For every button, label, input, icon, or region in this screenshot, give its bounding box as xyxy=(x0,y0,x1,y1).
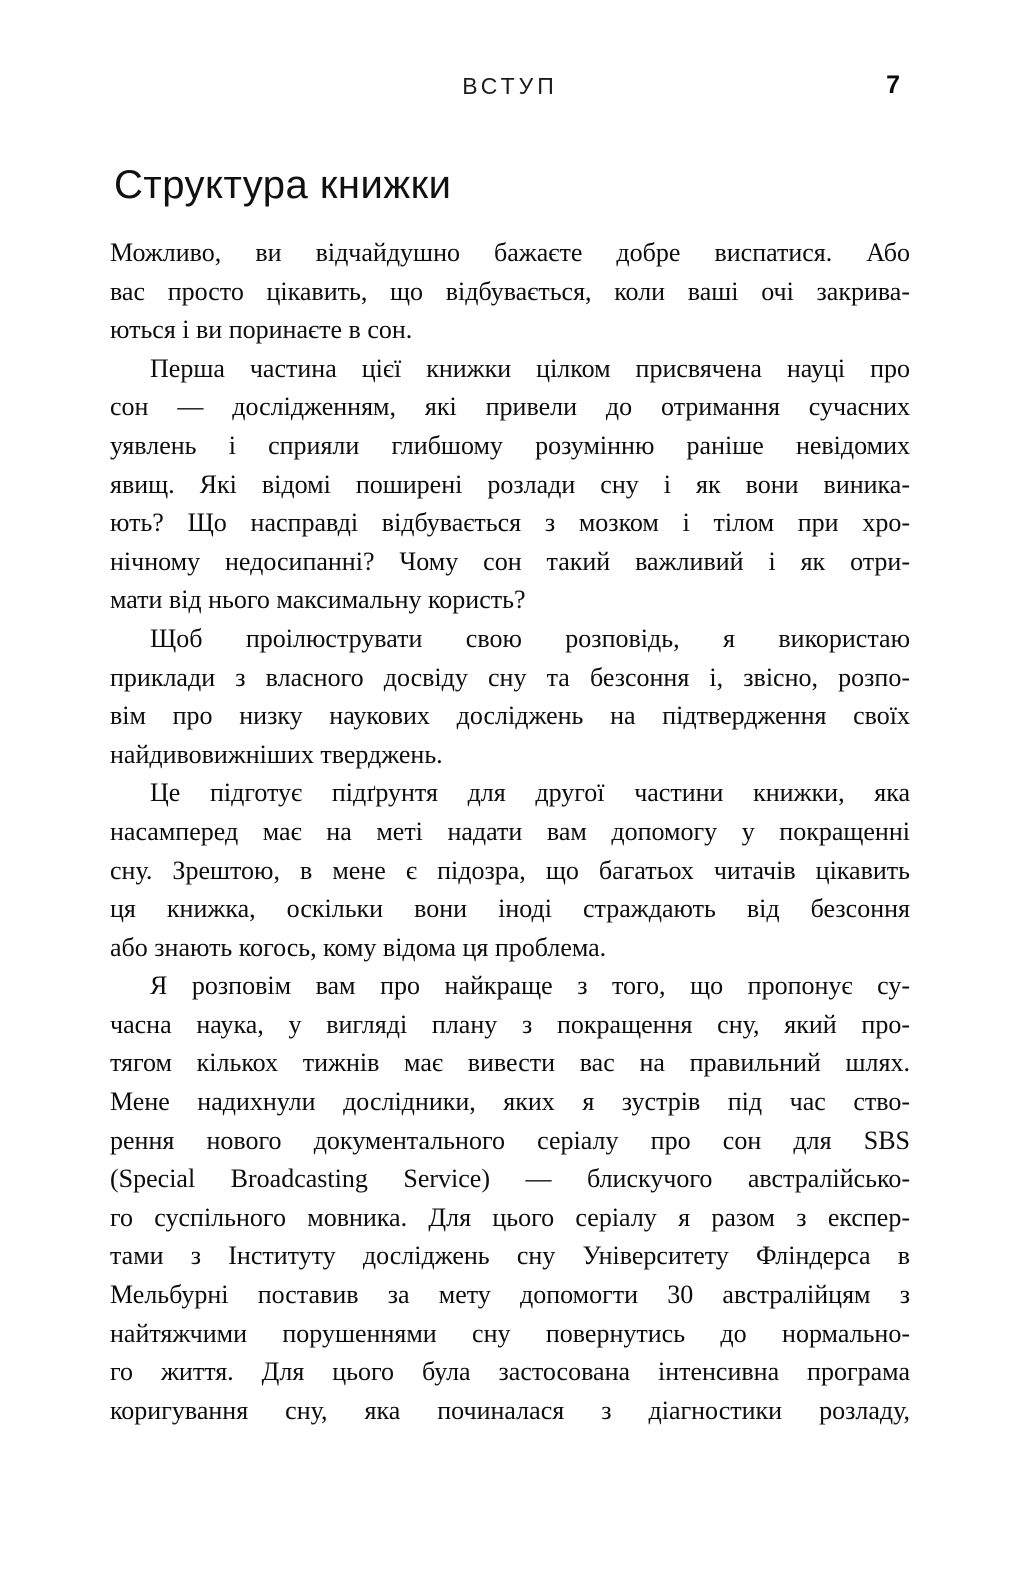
text-line: Перша частина цієї книжки цілком присвячена науці про xyxy=(150,353,910,383)
text-line: ця книжка, оскільки вони іноді страждають від безсоння xyxy=(110,894,910,924)
text-line: сон — дослідженням, які привели до отримання сучасних xyxy=(110,392,910,422)
text-line: го життя. Для цього була застосована інтенсивна програма xyxy=(110,1357,910,1387)
text-line: (Special Broadcasting Service) — блискучого австралійсько- xyxy=(110,1164,910,1194)
text-line: ють? Що насправді відбувається з мозком і тілом при хро- xyxy=(110,508,910,538)
body-text-column xyxy=(110,234,910,1430)
text-line: го суспільного мовника. Для цього серіалу я разом з експер- xyxy=(110,1202,910,1232)
text-line: тягом кількох тижнів має вивести вас на правильний шлях. xyxy=(110,1048,910,1078)
text-line: сну. Зрештою, в мене є підозра, що багатьох читачів цікавить xyxy=(110,855,910,885)
paragraph xyxy=(110,234,910,350)
text-line: коригування сну, яка починалася з діагностики розладу, xyxy=(110,1395,910,1425)
text-line: Мельбурні поставив за мету допомогти 30 австралійцям з xyxy=(110,1280,910,1310)
section-heading: Структура книжки xyxy=(114,163,452,207)
text-line: вім про низку наукових досліджень на підтвердження своїх xyxy=(110,701,910,731)
text-line: часна наука, у вигляді плану з покращення сну, який про- xyxy=(110,1009,910,1039)
running-title: ВСТУП xyxy=(462,73,558,99)
text-line: Щоб проілюструвати свою розповідь, я використаю xyxy=(150,623,910,653)
text-line: Мене надихнули дослідники, яких я зустрів під час ство- xyxy=(110,1087,910,1117)
text-line: рення нового документального серіалу про сон для SBS xyxy=(110,1125,910,1155)
page-number: 7 xyxy=(886,71,900,99)
paragraph xyxy=(110,620,910,774)
text-line: Можливо, ви відчайдушно бажаєте добре виспатися. Або xyxy=(110,238,910,267)
paragraph xyxy=(110,350,910,620)
text-line: найтяжчими порушеннями сну повернутись до нормально- xyxy=(110,1318,910,1348)
text-line: Я розповім вам про найкраще з того, що пропонує су- xyxy=(150,971,910,1001)
text-line: найдивовижніших тверджень. xyxy=(110,739,443,769)
text-line: Це підготує підґрунтя для другої частини книжки, яка xyxy=(150,778,910,808)
text-line: уявлень і сприяли глибшому розумінню раніше невідомих xyxy=(110,430,910,460)
text-line: тами з Інституту досліджень сну Університету Фліндерса в xyxy=(110,1241,910,1271)
text-line: явищ. Які відомі поширені розлади сну і як вони виника- xyxy=(110,469,910,499)
text-line: ються і ви поринаєте в сон. xyxy=(110,315,413,345)
text-line: насамперед має на меті надати вам допомогу у покращенні xyxy=(110,816,910,846)
paragraph xyxy=(110,774,910,967)
text-line: вас просто цікавить, що відбувається, коли ваші очі закрива- xyxy=(110,276,910,306)
text-line: мати від нього максимальну користь? xyxy=(110,585,526,615)
text-line: або знають когось, кому відома ця проблема. xyxy=(110,932,607,962)
text-line: приклади з власного досвіду сну та безсоння і, звісно, розпо- xyxy=(110,662,910,692)
paragraph xyxy=(110,967,910,1430)
text-line: нічному недосипанні? Чому сон такий важливий і як отри- xyxy=(110,546,910,576)
